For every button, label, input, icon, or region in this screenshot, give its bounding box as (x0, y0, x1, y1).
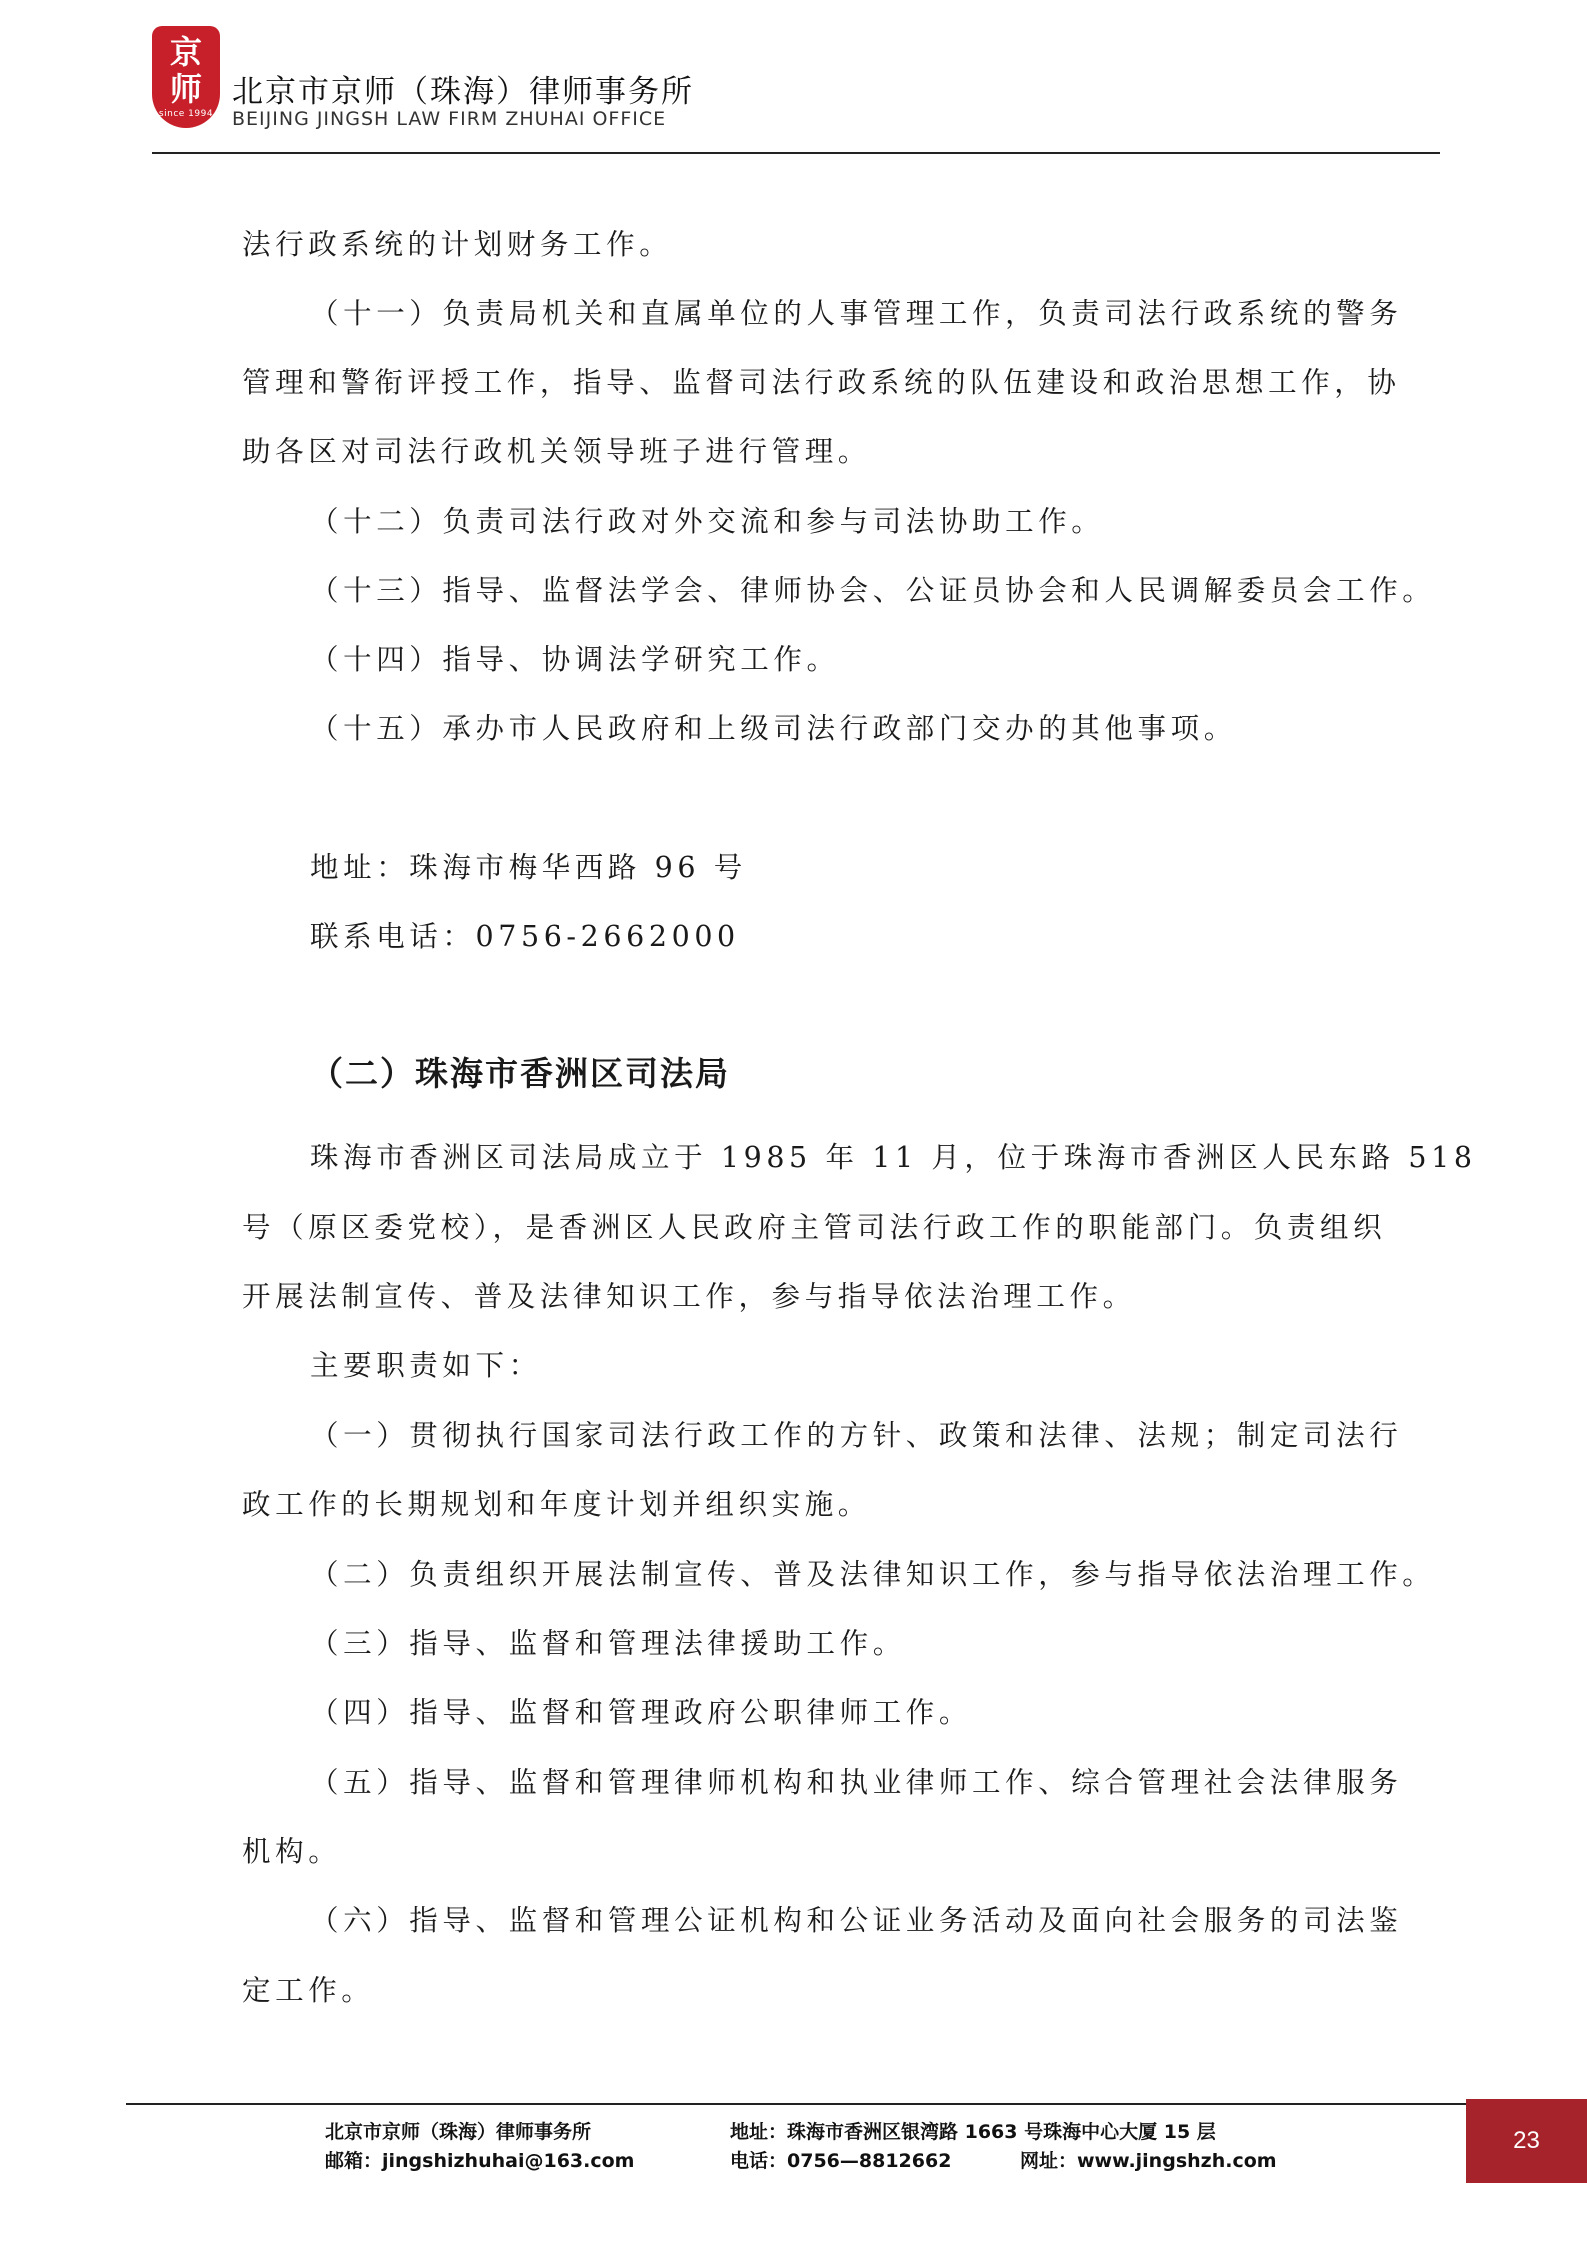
body-line: 主要职责如下： (310, 1349, 542, 1382)
firm-name-en: BEIJING JINGSH LAW FIRM ZHUHAI OFFICE (232, 108, 667, 130)
page-number: 23 (1466, 2099, 1587, 2183)
body-line: 管理和警衔评授工作，指导、监督司法行政系统的队伍建设和政治思想工作，协 (242, 366, 1401, 399)
footer-divider (126, 2103, 1466, 2105)
contact-phone: 联系电话：0756-2662000 (310, 920, 740, 953)
body-line: （十三）指导、监督法学会、律师协会、公证员协会和人民调解委员会工作。 (310, 574, 1436, 607)
footer-email: 邮箱：jingshizhuhai@163.com (325, 2150, 635, 2172)
body-line: （四）指导、监督和管理政府公职律师工作。 (310, 1696, 973, 1729)
body-line: （十四）指导、协调法学研究工作。 (310, 643, 840, 676)
body-line: （十一）负责局机关和直属单位的人事管理工作，负责司法行政系统的警务 (310, 297, 1403, 330)
firm-name-cn: 北京市京师（珠海）律师事务所 (232, 74, 694, 110)
body-line: 开展法制宣传、普及法律知识工作，参与指导依法治理工作。 (242, 1280, 1136, 1313)
header-divider (152, 152, 1440, 154)
body-line: 助各区对司法行政机关领导班子进行管理。 (242, 435, 871, 468)
footer-website: 网址：www.jingshzh.com (1020, 2150, 1277, 2172)
body-line: （一）贯彻执行国家司法行政工作的方针、政策和法律、法规；制定司法行 (310, 1419, 1403, 1452)
body-line: （六）指导、监督和管理公证机构和公证业务活动及面向社会服务的司法鉴 (310, 1904, 1403, 1937)
body-line: 机构。 (242, 1835, 342, 1868)
body-line: （五）指导、监督和管理律师机构和执业律师工作、综合管理社会法律服务 (310, 1766, 1403, 1799)
footer-firm-name: 北京市京师（珠海）律师事务所 (325, 2121, 592, 2143)
body-line: （十二）负责司法行政对外交流和参与司法协助工作。 (310, 505, 1105, 538)
body-line: （十五）承办市人民政府和上级司法行政部门交办的其他事项。 (310, 712, 1237, 745)
body-line: （二）负责组织开展法制宣传、普及法律知识工作，参与指导依法治理工作。 (310, 1558, 1436, 1591)
footer-phone: 电话：0756—8812662 (730, 2150, 952, 2172)
contact-address: 地址：珠海市梅华西路 96 号 (310, 851, 747, 884)
footer-address: 地址：珠海市香洲区银湾路 1663 号珠海中心大厦 15 层 (730, 2121, 1216, 2143)
logo-glyph-bottom: 师 (169, 70, 202, 108)
body-line: 定工作。 (242, 1974, 375, 2007)
body-line: 法行政系统的计划财务工作。 (242, 228, 673, 261)
logo-glyph-top: 京 (169, 33, 202, 71)
firm-logo (152, 26, 220, 128)
body-line: 号（原区委党校），是香洲区人民政府主管司法行政工作的职能部门。负责组织 (242, 1211, 1387, 1244)
section-heading: （二）珠海市香洲区司法局 (310, 1054, 730, 1093)
body-line: （三）指导、监督和管理法律援助工作。 (310, 1627, 906, 1660)
body-line: 政工作的长期规划和年度计划并组织实施。 (242, 1488, 871, 1521)
logo-since: since 1994 (158, 109, 214, 119)
body-line: 珠海市香洲区司法局成立于 1985 年 11 月，位于珠海市香洲区人民东路 518 (310, 1141, 1477, 1174)
